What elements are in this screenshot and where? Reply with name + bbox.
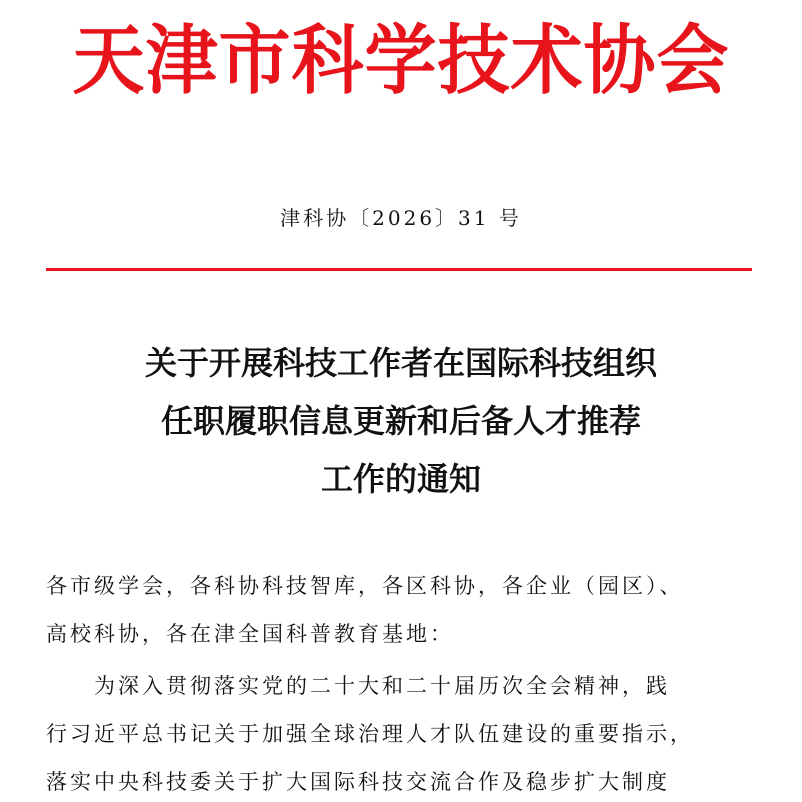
paragraph-line-2: 行习近平总书记关于加强全球治理人才队伍建设的重要指示，: [46, 722, 694, 746]
red-divider: [46, 268, 752, 271]
paragraph-line-3: 落实中央科技委关于扩大国际科技交流合作及稳步扩大制度: [46, 770, 670, 794]
title-line-3: 工作的通知: [320, 460, 481, 498]
title-line-2: 任职履职信息更新和后备人才推荐: [160, 402, 641, 440]
salutation-line-1: 各市级学会，各科协科技智库，各区科协，各企业（园区）、: [46, 574, 684, 598]
salutation-line-2: 高校科协，各在津全国科普教育基地：: [46, 622, 454, 646]
document-number: 津科协〔2026〕31 号: [280, 206, 522, 230]
masthead-title: 天津市科学技术协会: [72, 15, 730, 105]
paragraph-line-1: 为深入贯彻落实党的二十大和二十届历次全会精神，践: [46, 674, 670, 698]
title-line-1: 关于开展科技工作者在国际科技组织: [144, 344, 657, 382]
notice-body: [46, 562, 758, 802]
notice-title: [0, 334, 802, 508]
